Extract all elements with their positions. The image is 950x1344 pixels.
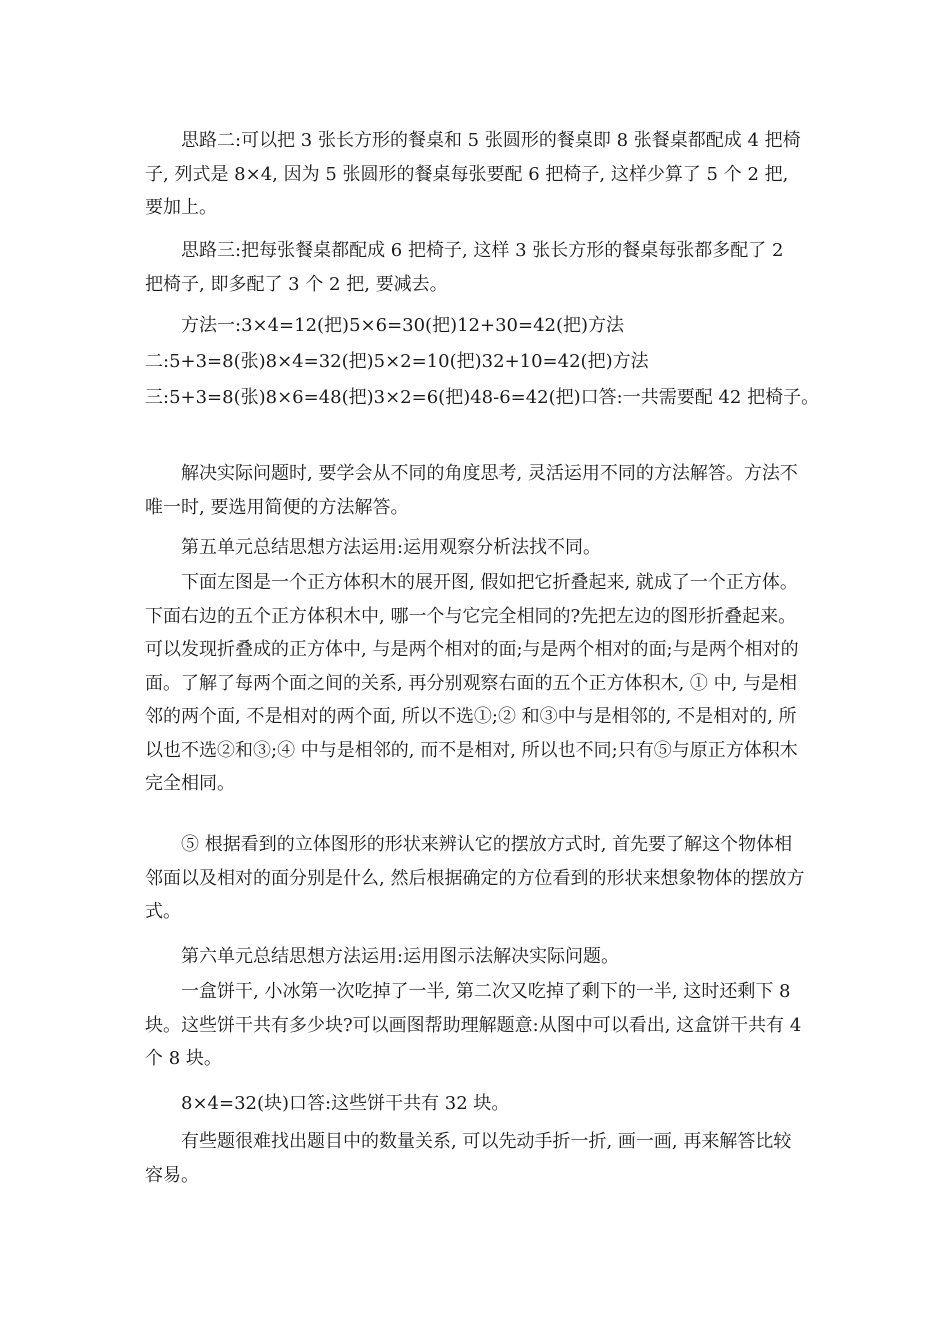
method-line-1: 方法一:3×4=12(把)5×6=30(把)12+30=42(把)方法 (181, 315, 625, 336)
paragraph-final-tip: 有些题很难找出题目中的数量关系, 可以先动手折一折, 画一画, 再来解答比较容易。 (145, 1131, 792, 1186)
paragraph-cube-explanation: 下面左图是一个正方体积木的展开图, 假如把它折叠起来, 就成了一个正方体。下面右边的五个正方体积木中, 哪一个与它完全相同的?先把左边的图形折叠起来。可以发现折叠成的正方体中, 与是两个相对的面;与是两个相对的面;与是两个相对的面。了解了每两个面之间的关系, 再分别观察右面的五个正方体积木, ① 中, 与是相邻的两个面, 不是相对的两个面, 所以不选①;② 和③中与是相邻的, 不是相对的, 所以也不选②和③;④ 中与是相邻的, 而不是相对, 所以也不同;只有⑤与原正方体积木完全相同。 (145, 572, 799, 794)
paragraph-biscuit-problem: 一盒饼干, 小冰第一次吃掉了一半, 第二次又吃掉了剩下的一半, 这时还剩下 8 块。这些饼干共有多少块?可以画图帮助理解题意:从图中可以看出, 这盒饼干共有 4 个 8 块。 (145, 981, 802, 1069)
method-line-3: 三:5+3=8(张)8×6=48(把)3×2=6(把)48-6=42(把)口答:一共需要配 42 把椅子。 (145, 387, 820, 408)
paragraph-unit-six-heading: 第六单元总结思想方法运用:运用图示法解决实际问题。 (181, 946, 620, 967)
paragraph-cube-conclusion: ⑤ 根据看到的立体图形的形状来辨认它的摆放方式时, 首先要了解这个物体相邻面以及相对的面分别是什么, 然后根据确定的方位看到的形状来想象物体的摆放方式。 (145, 834, 805, 922)
paragraph-biscuit-answer: 8×4=32(块)口答:这些饼干共有 32 块。 (181, 1093, 510, 1114)
paragraph-approach-three: 思路三:把每张餐桌都配成 6 把椅子, 这样 3 张长方形的餐桌每张都多配了 2 把椅子, 即多配了 3 个 2 把, 要减去。 (145, 240, 784, 295)
paragraph-unit-five-heading: 第五单元总结思想方法运用:运用观察分析法找不同。 (181, 537, 602, 558)
method-line-2: 二:5+3=8(张)8×4=32(把)5×2=10(把)32+10=42(把)方法 (145, 351, 649, 372)
paragraph-summary-problem-solving: 解决实际问题时, 要学会从不同的角度思考, 灵活运用不同的方法解答。方法不唯一时, 要选用简便的方法解答。 (145, 463, 798, 518)
paragraph-approach-two: 思路二:可以把 3 张长方形的餐桌和 5 张圆形的餐桌即 8 张餐桌都配成 4 把椅子, 列式是 8×4, 因为 5 张圆形的餐桌每张要配 6 把椅子, 这样少算了 5 个 2 把, 要加上。 (145, 130, 801, 218)
